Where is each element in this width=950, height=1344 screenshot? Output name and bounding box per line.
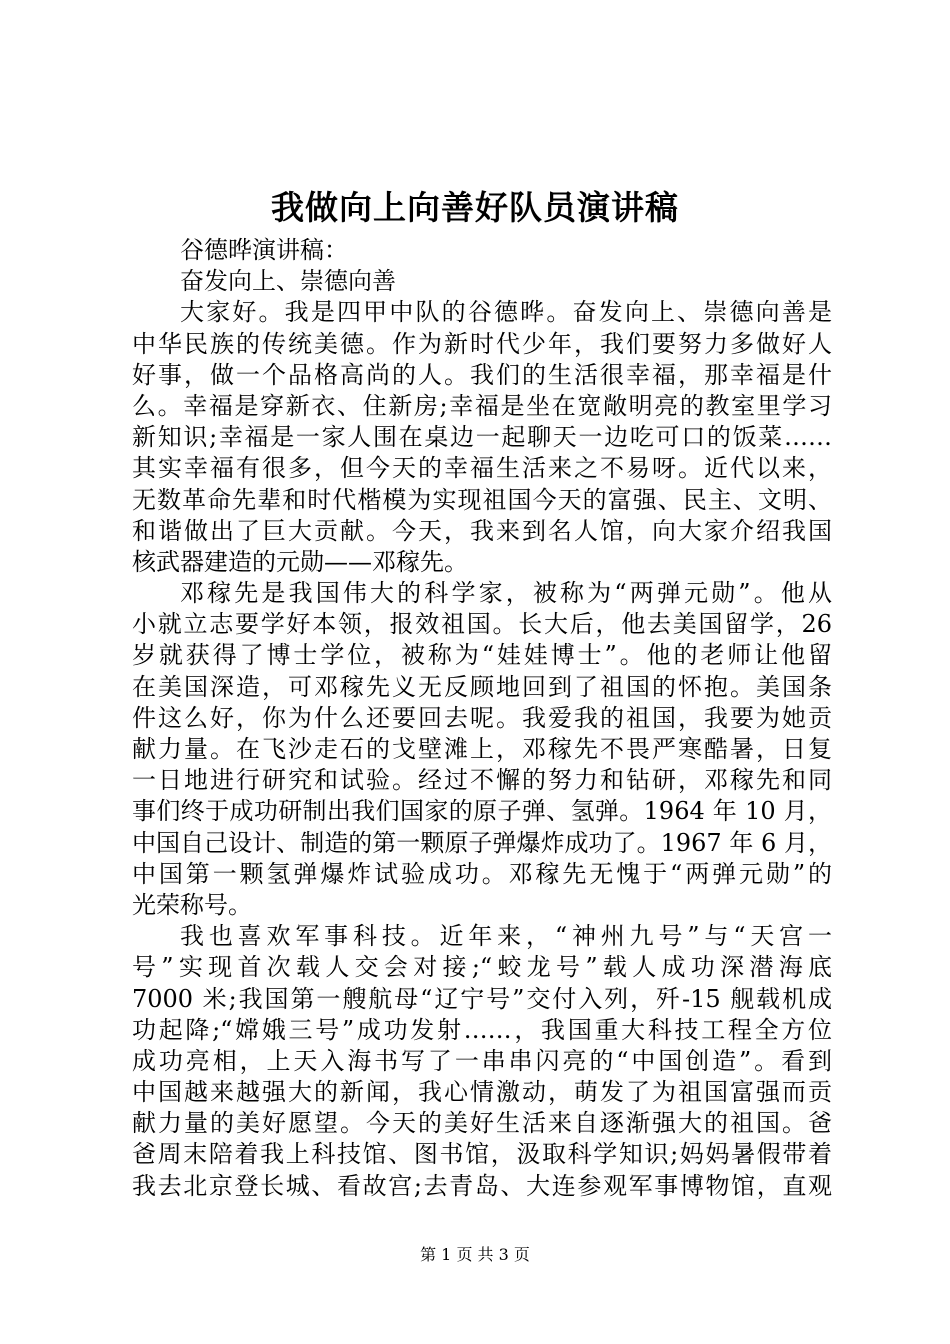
text-line: 好事，做一个品格高尚的人。我们的生活很幸福，那幸福是什 — [132, 360, 832, 389]
text-line: 么。幸福是穿新衣、住新房;幸福是坐在宽敞明亮的教室里学习 — [132, 391, 832, 420]
text-line: 奋发向上、崇德向善 — [180, 267, 396, 296]
text-line: 成功亮相，上天入海书写了一串串闪亮的“中国创造”。看到 — [132, 1046, 832, 1075]
text-line: 大家好。我是四甲中队的谷德晔。奋发向上、崇德向善是 — [180, 298, 832, 327]
text-line: 我也喜欢军事科技。近年来，“神州九号”与“天宫一 — [180, 922, 832, 951]
text-line: 中华民族的传统美德。作为新时代少年，我们要努力多做好人 — [132, 329, 832, 358]
page-title: 我做向上向善好队员演讲稿 — [271, 188, 679, 227]
text-line: 在美国深造，可邓稼先义无反顾地回到了祖国的怀抱。美国条 — [132, 672, 832, 701]
text-line: 爸周末陪着我上科技馆、图书馆，汲取科学知识;妈妈暑假带着 — [132, 1140, 832, 1169]
text-line: 和谐做出了巨大贡献。今天，我来到名人馆，向大家介绍我国 — [132, 516, 832, 545]
text-line: 其实幸福有很多，但今天的幸福生活来之不易呀。近代以来， — [132, 454, 832, 483]
text-line: 新知识;幸福是一家人围在桌边一起聊天一边吃可口的饭菜…… — [132, 423, 832, 452]
text-line: 岁就获得了博士学位，被称为“娃娃博士”。他的老师让他留 — [132, 641, 832, 670]
text-line: 中国第一颗氢弹爆炸试验成功。邓稼先无愧于“两弹元勋”的 — [132, 859, 832, 888]
page-footer: 第 1 页 共 3 页 — [420, 1245, 530, 1264]
text-line: 邓稼先是我国伟大的科学家，被称为“两弹元勋”。他从 — [180, 579, 832, 608]
text-line: 献力量。在飞沙走石的戈壁滩上，邓稼先不畏严寒酷暑，日复 — [132, 735, 832, 763]
text-line: 小就立志要学好本领，报效祖国。长大后，他去美国留学，26 — [132, 610, 832, 639]
text-line: 一日地进行研究和试验。经过不懈的努力和钻研，邓稼先和同 — [132, 766, 832, 795]
text-line: 献力量的美好愿望。今天的美好生活来自逐渐强大的祖国。爸 — [132, 1109, 832, 1138]
text-line: 核武器建造的元勋——邓稼先。 — [132, 547, 468, 576]
text-line: 功起降;“嫦娥三号”成功发射……，我国重大科技工程全方位 — [132, 1015, 832, 1044]
text-line: 号”实现首次载人交会对接;“蛟龙号”载人成功深潜海底 — [132, 953, 832, 982]
text-line: 事们终于成功研制出我们国家的原子弹、氢弹。1964 年 10 月， — [132, 797, 832, 826]
text-line: 中国越来越强大的新闻，我心情激动，萌发了为祖国富强而贡 — [132, 1078, 832, 1107]
text-line: 7000 米;我国第一艘航母“辽宁号”交付入列，歼-15 舰载机成 — [132, 984, 832, 1013]
text-line: 中国自己设计、制造的第一颗原子弹爆炸成功了。1967 年 6 月， — [132, 828, 832, 857]
document-body — [132, 235, 832, 1202]
text-line: 件这么好，你为什么还要回去呢。我爱我的祖国，我要为她贡 — [132, 703, 832, 732]
text-line: 光荣称号。 — [132, 890, 252, 919]
text-line: 无数革命先辈和时代楷模为实现祖国今天的富强、民主、文明、 — [132, 485, 832, 514]
text-line: 谷德晔演讲稿： — [180, 236, 348, 264]
text-line: 我去北京登长城、看故宫;去青岛、大连参观军事博物馆，直观 — [132, 1171, 832, 1200]
